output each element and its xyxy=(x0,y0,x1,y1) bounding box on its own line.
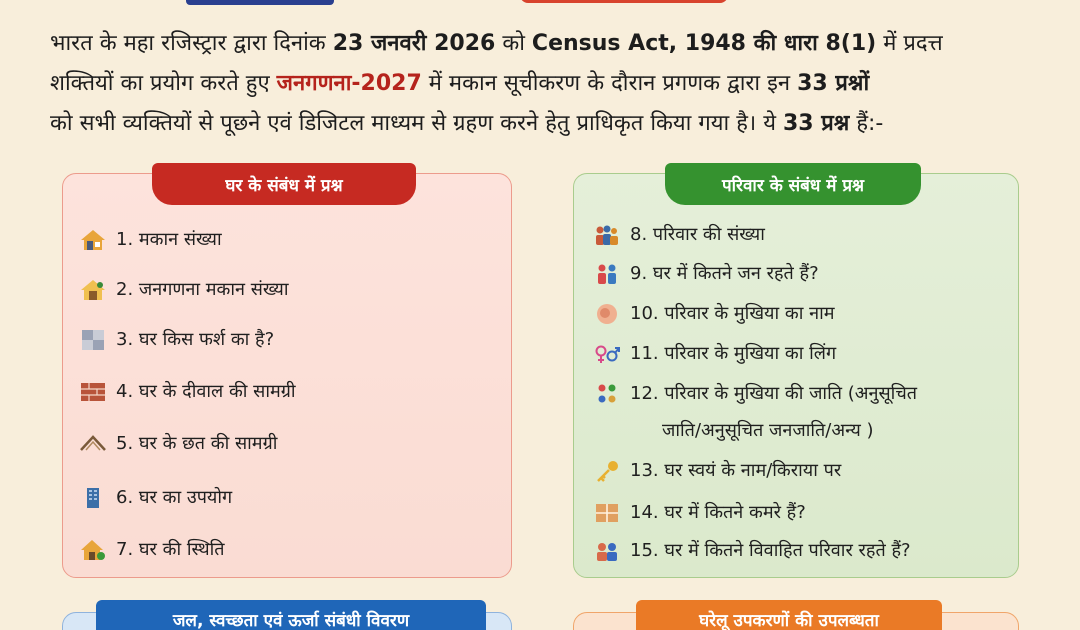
list-item-label: 1. मकान संख्या xyxy=(116,229,222,250)
roof-icon xyxy=(78,431,108,457)
intro-paragraph xyxy=(50,24,1050,144)
house-number-icon xyxy=(78,227,108,253)
intro-text: शक्तियों का प्रयोग करते हुए xyxy=(50,71,277,96)
list-item xyxy=(592,301,835,327)
intro-text: में प्रदत्त xyxy=(876,31,943,56)
intro-line-2 xyxy=(50,64,1050,104)
list-item xyxy=(78,537,225,563)
intro-text: में मकान सूचीकरण के दौरान प्रगणक द्वारा इन xyxy=(421,71,798,96)
brick-wall-icon xyxy=(78,379,108,405)
house-panel-title: घर के संबंध में प्रश्न xyxy=(152,163,416,205)
married-couple-icon xyxy=(592,538,622,564)
list-item-label: 10. परिवार के मुखिया का नाम xyxy=(630,303,835,324)
gender-icon xyxy=(592,341,622,367)
list-item xyxy=(592,500,806,526)
building-icon xyxy=(78,485,108,511)
house-condition-icon xyxy=(78,537,108,563)
list-item-label-continued: जाति/अनुसूचित जनजाति/अन्य ) xyxy=(662,420,874,441)
list-item xyxy=(592,538,911,564)
rooms-icon xyxy=(592,500,622,526)
list-item-label: 4. घर के दीवाल की सामग्री xyxy=(116,381,296,402)
top-banner-strip xyxy=(520,0,728,3)
list-item xyxy=(592,261,819,287)
intro-line-3 xyxy=(50,104,1050,144)
appliances-title: घरेलू उपकरणों की उपलब्धता xyxy=(636,600,942,630)
head-person-icon xyxy=(592,301,622,327)
list-item xyxy=(592,381,917,444)
list-item-label: 9. घर में कितने जन रहते हैं? xyxy=(630,263,819,284)
list-item xyxy=(78,379,296,405)
list-item-label: 12. परिवार के मुखिया की जाति (अनुसूचित xyxy=(630,383,918,404)
list-item xyxy=(78,327,274,353)
list-item xyxy=(78,277,289,303)
water-sanitation-title: जल, स्वच्छता एवं ऊर्जा संबंधी विवरण xyxy=(96,600,486,630)
list-item-label: 14. घर में कितने कमरे हैं? xyxy=(630,502,806,523)
intro-census-name: जनगणना-2027 xyxy=(276,71,422,96)
intro-question-count: 33 प्रश्नों xyxy=(797,71,870,96)
list-item-text xyxy=(630,381,917,444)
list-item-label: 2. जनगणना मकान संख्या xyxy=(116,279,289,300)
family-group-icon xyxy=(592,222,622,248)
family-panel-title: परिवार के संबंध में प्रश्न xyxy=(665,163,921,205)
list-item xyxy=(78,227,222,253)
key-icon xyxy=(592,458,622,484)
intro-line-1 xyxy=(50,24,1050,64)
intro-act: Census Act, 1948 की धारा 8(1) xyxy=(531,31,877,56)
list-item xyxy=(592,222,765,248)
list-item-label: 6. घर का उपयोग xyxy=(116,487,233,508)
list-item-label: 7. घर की स्थिति xyxy=(116,539,225,560)
intro-text: हैं:- xyxy=(849,111,884,136)
top-logo-strip xyxy=(186,0,334,5)
list-item-label: 5. घर के छत की सामग्री xyxy=(116,433,278,454)
people-icon xyxy=(592,261,622,287)
floor-tiles-icon xyxy=(78,327,108,353)
intro-text: को xyxy=(495,31,532,56)
list-item xyxy=(78,431,277,457)
list-item xyxy=(592,458,841,484)
list-item-label: 15. घर में कितने विवाहित परिवार रहते हैं? xyxy=(630,540,911,561)
caste-group-icon xyxy=(592,381,622,407)
intro-date: 23 जनवरी 2026 xyxy=(332,31,496,56)
census-house-icon xyxy=(78,277,108,303)
list-item xyxy=(78,485,232,511)
list-item-label: 3. घर किस फर्श का है? xyxy=(116,329,275,350)
intro-text: को सभी व्यक्तियों से पूछने एवं डिजिटल माध्यम से ग्रहण करने हेतु प्राधिकृत किया गया है। ये xyxy=(50,111,783,136)
list-item-label: 8. परिवार की संख्या xyxy=(630,224,765,245)
list-item-label: 13. घर स्वयं के नाम/किराया पर xyxy=(630,460,842,481)
list-item-label: 11. परिवार के मुखिया का लिंग xyxy=(630,343,837,364)
intro-text: भारत के महा रजिस्ट्रार द्वारा दिनांक xyxy=(50,31,333,56)
list-item xyxy=(592,341,836,367)
intro-question-count: 33 प्रश्न xyxy=(782,111,850,136)
